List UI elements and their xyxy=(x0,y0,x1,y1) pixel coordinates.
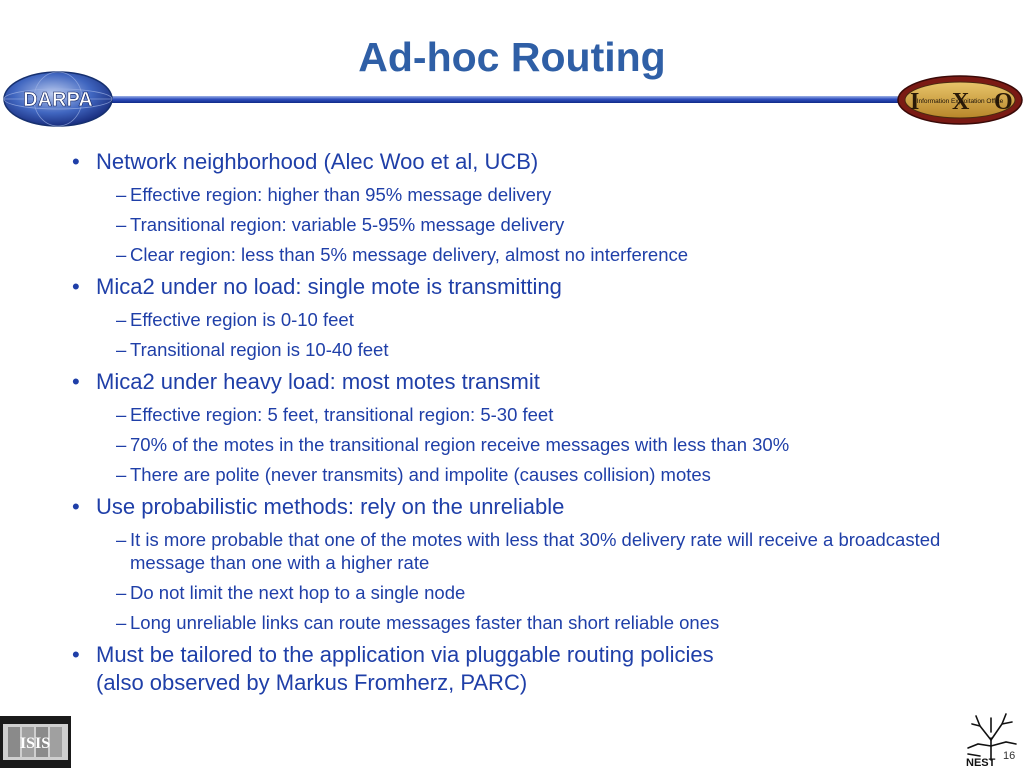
ixo-logo-text: Information Exploitation Office xyxy=(916,98,1004,105)
svg-text:X: X xyxy=(952,89,970,115)
sub-bullet: – There are polite (never transmits) and impolite (causes collision) motes xyxy=(116,464,711,485)
darpa-logo-text: DARPA xyxy=(23,89,93,111)
page-number: 16 xyxy=(1003,750,1016,762)
bullet-2: • Mica2 under no load: single mote is transmitting xyxy=(72,274,562,299)
title-rule xyxy=(108,96,908,103)
darpa-logo xyxy=(2,70,114,128)
sub-bullet: – Long unreliable links can route messages faster than short reliable ones xyxy=(116,612,720,633)
bullet-1: • Network neighborhood (Alec Woo et al, UCB) xyxy=(72,149,539,174)
ixo-logo xyxy=(896,74,1024,126)
slide-title: Ad-hoc Routing xyxy=(358,34,666,80)
nest-logo-text: NEST xyxy=(966,757,996,768)
isis-logo xyxy=(0,716,71,768)
sub-bullet: – Effective region: higher than 95% message delivery xyxy=(116,184,552,205)
sub-bullet: – Transitional region is 10-40 feet xyxy=(116,339,389,360)
bullet-5: • Must be tailored to the application via pluggable routing policies (also observed by Markus Fromherz, PARC) xyxy=(72,642,714,695)
bullet-3: • Mica2 under heavy load: most motes transmit xyxy=(72,369,540,394)
sub-bullet: – Transitional region: variable 5-95% message delivery xyxy=(116,214,565,235)
sub-bullet: – Effective region: 5 feet, transitional region: 5-30 feet xyxy=(116,404,554,425)
isis-logo-text: ISIS xyxy=(19,735,51,752)
sub-bullet: – Clear region: less than 5% message delivery, almost no interference xyxy=(116,244,689,265)
sub-bullet: – Effective region is 0-10 feet xyxy=(116,309,354,330)
sub-bullet: – Do not limit the next hop to a single node xyxy=(116,582,466,603)
sub-bullet: – It is more probable that one of the motes with less that 30% delivery rate will receive a broadcasted message than one with a higher rate xyxy=(116,529,941,573)
svg-text:O: O xyxy=(994,89,1013,115)
svg-text:I: I xyxy=(910,89,920,115)
bullet-4: • Use probabilistic methods: rely on the unreliable xyxy=(72,494,565,519)
bullet-list xyxy=(72,146,972,697)
sub-bullet: – 70% of the motes in the transitional region receive messages with less than 30% xyxy=(116,434,790,455)
